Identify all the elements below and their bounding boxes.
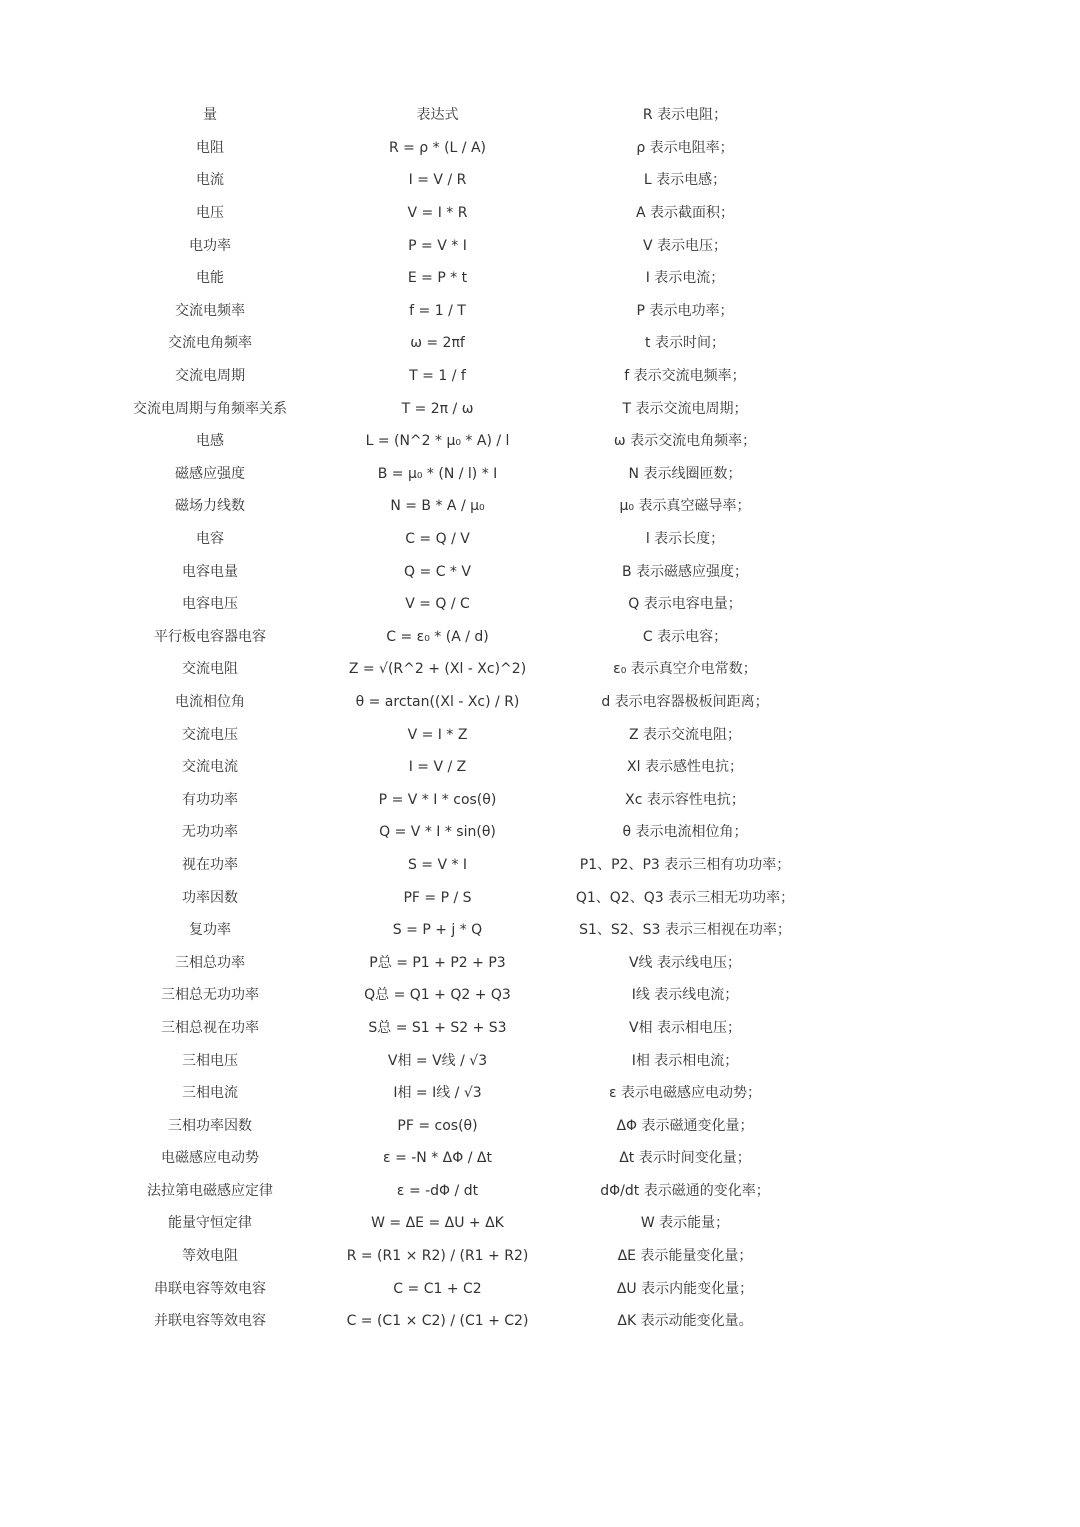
quantity-cell: 电功率 bbox=[189, 237, 231, 254]
description-cell: T 表示交流电周期； bbox=[622, 400, 748, 417]
expression-cell: ε = -N * ΔΦ / Δt bbox=[383, 1150, 492, 1167]
table-row bbox=[100, 686, 980, 719]
expression-cell: P = V * I bbox=[408, 237, 467, 254]
expression-cell: E = P * t bbox=[407, 270, 468, 287]
description-cell: ΔK 表示动能变化量。 bbox=[617, 1313, 753, 1330]
table-row bbox=[100, 946, 980, 979]
description-cell: I线 表示线电流； bbox=[631, 987, 739, 1004]
expression-cell: L = (N^2 * μ₀ * A) / l bbox=[365, 433, 510, 450]
table-row bbox=[100, 816, 980, 849]
description-cell: I 表示电流； bbox=[645, 270, 725, 287]
expression-cell: I相 = I线 / √3 bbox=[393, 1085, 482, 1102]
description-cell: P 表示电功率； bbox=[636, 302, 734, 319]
expression-cell: Q = V * I * sin(θ) bbox=[379, 824, 496, 841]
quantity-cell: 量 bbox=[203, 107, 217, 124]
table-row bbox=[100, 99, 980, 132]
table-row bbox=[100, 458, 980, 491]
quantity-cell: 交流电压 bbox=[182, 726, 238, 743]
expression-cell: PF = P / S bbox=[403, 889, 472, 906]
quantity-cell: 三相总功率 bbox=[175, 954, 245, 971]
quantity-cell: 电容电量 bbox=[182, 563, 238, 580]
quantity-cell: 电感 bbox=[196, 433, 224, 450]
expression-cell: V = I * R bbox=[407, 205, 468, 222]
description-cell: V 表示电压； bbox=[642, 237, 728, 254]
expression-cell: P总 = P1 + P2 + P3 bbox=[369, 954, 506, 971]
description-cell: S1、S2、S3 表示三相视在功率； bbox=[579, 922, 791, 939]
description-cell: d 表示电容器极板间距离； bbox=[601, 693, 769, 710]
description-cell: ΔΦ 表示磁通变化量； bbox=[616, 1117, 754, 1134]
description-cell: ΔU 表示内能变化量； bbox=[616, 1280, 754, 1297]
expression-cell: N = B * A / μ₀ bbox=[390, 498, 485, 515]
quantity-cell: 视在功率 bbox=[182, 856, 238, 873]
table-row bbox=[100, 849, 980, 882]
quantity-cell: 电压 bbox=[196, 205, 224, 222]
expression-cell: Q = C * V bbox=[404, 563, 471, 580]
expression-cell: C = C1 + C2 bbox=[393, 1280, 482, 1297]
table-row bbox=[100, 1305, 980, 1338]
expression-cell: C = ε₀ * (A / d) bbox=[386, 628, 489, 645]
description-cell: t 表示时间； bbox=[645, 335, 725, 352]
quantity-cell: 能量守恒定律 bbox=[168, 1215, 252, 1232]
quantity-cell: 复功率 bbox=[189, 922, 231, 939]
description-cell: V相 表示相电压； bbox=[628, 1019, 742, 1036]
table-row bbox=[100, 490, 980, 523]
table-row bbox=[100, 1142, 980, 1175]
table-row bbox=[100, 360, 980, 393]
table-row bbox=[100, 392, 980, 425]
table-row bbox=[100, 588, 980, 621]
quantity-cell: 电阻 bbox=[196, 139, 224, 156]
expression-cell: ω = 2πf bbox=[410, 335, 465, 352]
expression-cell: Q总 = Q1 + Q2 + Q3 bbox=[364, 987, 511, 1004]
description-cell: I相 表示相电流； bbox=[631, 1052, 739, 1069]
expression-cell: T = 2π / ω bbox=[401, 400, 474, 417]
description-cell: Xc 表示容性电抗； bbox=[625, 791, 745, 808]
quantity-cell: 平行板电容器电容 bbox=[154, 628, 266, 645]
quantity-cell: 电容电压 bbox=[182, 596, 238, 613]
expression-cell: Z = √(R^2 + (Xl - Xc)^2) bbox=[348, 661, 527, 678]
quantity-cell: 交流电流 bbox=[182, 759, 238, 776]
description-cell: V线 表示线电压； bbox=[628, 954, 742, 971]
expression-cell: I = V / Z bbox=[408, 759, 467, 776]
table-row bbox=[100, 653, 980, 686]
description-cell: P1、P2、P3 表示三相有功功率； bbox=[579, 856, 791, 873]
description-cell: μ₀ 表示真空磁导率； bbox=[619, 498, 751, 515]
quantity-cell: 电能 bbox=[196, 270, 224, 287]
table-row bbox=[100, 1109, 980, 1142]
expression-cell: R = (R1 × R2) / (R1 + R2) bbox=[346, 1248, 529, 1265]
quantity-cell: 三相电压 bbox=[182, 1052, 238, 1069]
table-row bbox=[100, 229, 980, 262]
quantity-cell: 功率因数 bbox=[182, 889, 238, 906]
quantity-cell: 有功功率 bbox=[182, 791, 238, 808]
description-cell: A 表示截面积； bbox=[635, 205, 735, 222]
description-cell: Xl 表示感性电抗； bbox=[627, 759, 743, 776]
table-row bbox=[100, 1272, 980, 1305]
expression-cell: S总 = S1 + S2 + S3 bbox=[368, 1019, 507, 1036]
expression-cell: S = V * I bbox=[407, 856, 468, 873]
description-cell: l 表示长度； bbox=[645, 531, 725, 548]
description-cell: ε₀ 表示真空介电常数； bbox=[613, 661, 757, 678]
description-cell: L 表示电感； bbox=[643, 172, 727, 189]
description-cell: R 表示电阻； bbox=[642, 107, 728, 124]
quantity-cell: 三相功率因数 bbox=[168, 1117, 252, 1134]
table-row bbox=[100, 1077, 980, 1110]
table-row bbox=[100, 295, 980, 328]
table-row bbox=[100, 751, 980, 784]
description-cell: Z 表示交流电阻； bbox=[628, 726, 742, 743]
table-row bbox=[100, 523, 980, 556]
quantity-cell: 无功功率 bbox=[182, 824, 238, 841]
table-row bbox=[100, 425, 980, 458]
quantity-cell: 电容 bbox=[196, 531, 224, 548]
expression-cell: f = 1 / T bbox=[409, 302, 466, 319]
description-cell: Q 表示电容电量； bbox=[628, 596, 742, 613]
expression-cell: PF = cos(θ) bbox=[397, 1117, 478, 1134]
quantity-cell: 三相电流 bbox=[182, 1085, 238, 1102]
quantity-cell: 等效电阻 bbox=[182, 1248, 238, 1265]
expression-cell: V = I * Z bbox=[407, 726, 468, 743]
quantity-cell: 三相总视在功率 bbox=[161, 1019, 259, 1036]
expression-cell: S = P + j * Q bbox=[392, 922, 483, 939]
table-row bbox=[100, 555, 980, 588]
table-row bbox=[100, 621, 980, 654]
table-row bbox=[100, 914, 980, 947]
description-cell: W 表示能量； bbox=[640, 1215, 730, 1232]
quantity-cell: 串联电容等效电容 bbox=[154, 1280, 266, 1297]
table-row bbox=[100, 164, 980, 197]
table-row bbox=[100, 1044, 980, 1077]
table-row bbox=[100, 979, 980, 1012]
expression-cell: ε = -dΦ / dt bbox=[396, 1182, 479, 1199]
expression-cell: T = 1 / f bbox=[409, 368, 466, 385]
quantity-cell: 并联电容等效电容 bbox=[154, 1313, 266, 1330]
table-row bbox=[100, 262, 980, 295]
description-cell: Δt 表示时间变化量； bbox=[619, 1150, 751, 1167]
table-row bbox=[100, 327, 980, 360]
expression-cell: R = ρ * (L / A) bbox=[388, 139, 487, 156]
description-cell: Q1、Q2、Q3 表示三相无功功率； bbox=[575, 889, 795, 906]
quantity-cell: 交流电周期与角频率关系 bbox=[133, 400, 287, 417]
description-cell: ρ 表示电阻率； bbox=[636, 139, 734, 156]
table-row bbox=[100, 1175, 980, 1208]
description-cell: θ 表示电流相位角； bbox=[622, 824, 748, 841]
formula-table bbox=[100, 99, 980, 1338]
description-cell: C 表示电容； bbox=[642, 628, 728, 645]
table-row bbox=[100, 1207, 980, 1240]
description-cell: B 表示磁感应强度； bbox=[621, 563, 749, 580]
expression-cell: P = V * I * cos(θ) bbox=[378, 791, 497, 808]
quantity-cell: 电流相位角 bbox=[175, 693, 245, 710]
expression-cell: C = Q / V bbox=[405, 531, 470, 548]
description-cell: f 表示交流电频率； bbox=[624, 368, 746, 385]
quantity-cell: 磁感应强度 bbox=[175, 465, 245, 482]
quantity-cell: 交流电阻 bbox=[182, 661, 238, 678]
expression-cell: θ = arctan((Xl - Xc) / R) bbox=[355, 693, 520, 710]
quantity-cell: 交流电角频率 bbox=[168, 335, 252, 352]
expression-cell: B = μ₀ * (N / l) * I bbox=[377, 465, 498, 482]
table-row bbox=[100, 132, 980, 165]
table-row bbox=[100, 1240, 980, 1273]
quantity-cell: 交流电频率 bbox=[175, 302, 245, 319]
expression-cell: I = V / R bbox=[408, 172, 467, 189]
quantity-cell: 电流 bbox=[196, 172, 224, 189]
table-row bbox=[100, 718, 980, 751]
table-row bbox=[100, 197, 980, 230]
description-cell: dΦ/dt 表示磁通的变化率； bbox=[600, 1182, 770, 1199]
description-cell: ε 表示电磁感应电动势； bbox=[608, 1085, 762, 1102]
description-cell: ω 表示交流电角频率； bbox=[613, 433, 757, 450]
quantity-cell: 法拉第电磁感应定律 bbox=[147, 1182, 273, 1199]
description-cell: N 表示线圈匝数； bbox=[628, 465, 742, 482]
expression-cell: W = ΔE = ΔU + ΔK bbox=[371, 1215, 504, 1232]
table-row bbox=[100, 881, 980, 914]
quantity-cell: 交流电周期 bbox=[175, 368, 245, 385]
quantity-cell: 三相总无功功率 bbox=[161, 987, 259, 1004]
quantity-cell: 电磁感应电动势 bbox=[161, 1150, 259, 1167]
expression-cell: C = (C1 × C2) / (C1 + C2) bbox=[346, 1313, 529, 1330]
table-row bbox=[100, 783, 980, 816]
quantity-cell: 磁场力线数 bbox=[175, 498, 245, 515]
expression-cell: V相 = V线 / √3 bbox=[387, 1052, 488, 1069]
expression-cell: V = Q / C bbox=[405, 596, 470, 613]
description-cell: ΔE 表示能量变化量； bbox=[617, 1248, 753, 1265]
table-row bbox=[100, 1012, 980, 1045]
expression-cell: 表达式 bbox=[416, 107, 459, 124]
